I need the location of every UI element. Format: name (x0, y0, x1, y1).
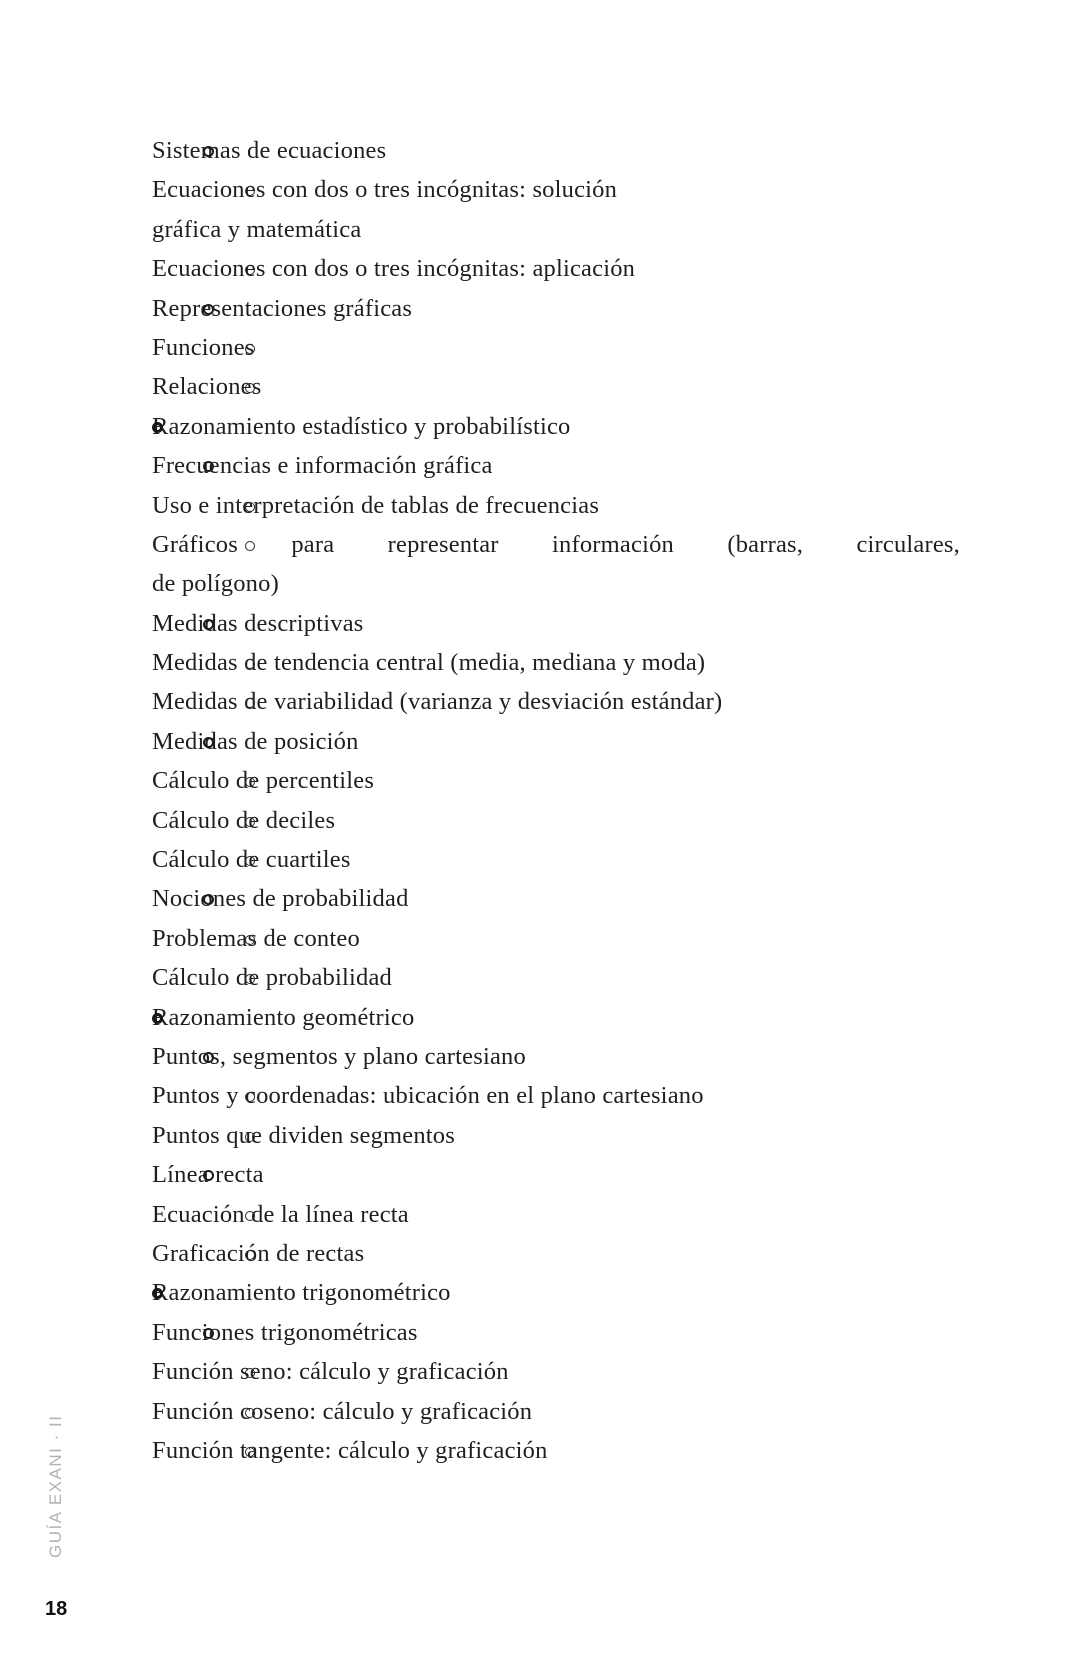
list-item-line: Razonamiento estadístico y probabilístico (152, 412, 571, 440)
bullet-icon (245, 1408, 255, 1418)
list-item (152, 446, 960, 485)
bullet-icon (245, 1132, 255, 1142)
list-item (152, 682, 960, 721)
list-item (152, 131, 960, 170)
list-item-line: Gráficos para representar información (barras, circulares, (152, 530, 960, 558)
list-item-text (152, 407, 960, 446)
list-item (152, 840, 960, 879)
list-item (152, 604, 960, 643)
list-item (152, 998, 960, 1037)
list-item (152, 801, 960, 840)
list-item-line: Graficación de rectas (152, 1239, 365, 1267)
list-item-line: Medidas descriptivas (152, 609, 364, 637)
list-item-line: Función seno: cálculo y graficación (152, 1358, 509, 1386)
list-item-text (152, 1431, 960, 1470)
list-item-text (152, 604, 960, 643)
list-item (152, 367, 960, 406)
bullet-icon (203, 146, 214, 157)
list-item-text (152, 1273, 960, 1312)
list-item (152, 525, 960, 604)
list-item (152, 643, 960, 682)
list-item (152, 289, 960, 328)
list-item-line: Representaciones gráficas (152, 294, 413, 322)
list-item (152, 1431, 960, 1470)
list-item (152, 1037, 960, 1076)
list-item-line: Nociones de probabilidad (152, 885, 409, 913)
list-item-text (152, 1392, 960, 1431)
list-item-line: Puntos y coordenadas: ubicación en el plano cartesiano (152, 1082, 704, 1110)
list-item-text (152, 722, 960, 761)
list-item-line: Cálculo de percentiles (152, 767, 375, 795)
list-item-line: Ecuaciones con dos o tres incógnitas: solución (152, 176, 618, 204)
list-item-line: Funciones (152, 333, 255, 361)
list-item-line: Razonamiento geométrico (152, 1003, 415, 1031)
bullet-icon (245, 344, 255, 354)
list-item-line: Cálculo de probabilidad (152, 964, 393, 992)
list-item-line: Funciones trigonométricas (152, 1318, 418, 1346)
list-item-text (152, 879, 960, 918)
bullet-icon (203, 1328, 214, 1339)
list-item-text (152, 131, 960, 170)
list-item-text (152, 249, 960, 288)
list-item-line: de polígono) (152, 570, 279, 598)
bullet-icon (203, 304, 214, 315)
list-item-line: Puntos, segmentos y plano cartesiano (152, 1042, 526, 1070)
list-item-line: Razonamiento trigonométrico (152, 1279, 451, 1307)
bullet-icon (203, 619, 214, 630)
list-item (152, 1195, 960, 1234)
list-item-text (152, 1076, 960, 1115)
list-item (152, 328, 960, 367)
list-item (152, 486, 960, 525)
bullet-icon (245, 1211, 255, 1221)
list-item-text (152, 998, 960, 1037)
bullet-icon (203, 1052, 214, 1063)
list-item-text (152, 643, 960, 682)
list-item-line: Medidas de posición (152, 727, 359, 755)
list-item-text (152, 486, 960, 525)
bullet-icon (152, 422, 163, 433)
list-item (152, 1116, 960, 1155)
list-item-line: Relaciones (152, 373, 262, 401)
list-item-line: Puntos que dividen segmentos (152, 1121, 455, 1149)
bullet-icon (245, 935, 255, 945)
list-item-line: Función tangente: cálculo y graficación (152, 1436, 548, 1464)
list-item-text (152, 1195, 960, 1234)
bullet-icon (245, 541, 255, 551)
list-item (152, 879, 960, 918)
list-item-line: Medidas de variabilidad (varianza y desviación estándar) (152, 688, 723, 716)
topic-outline-list (152, 131, 960, 1470)
list-item-line: Cálculo de deciles (152, 806, 336, 834)
bullet-icon (245, 502, 255, 512)
list-item-text (152, 525, 960, 604)
list-item-line: Cálculo de cuartiles (152, 846, 351, 874)
list-item-line: Ecuación de la línea recta (152, 1200, 409, 1228)
list-item (152, 761, 960, 800)
list-item (152, 722, 960, 761)
list-item-text (152, 446, 960, 485)
bullet-icon (203, 737, 214, 748)
list-item-text (152, 682, 960, 721)
bullet-icon (245, 856, 255, 866)
list-item-text (152, 170, 960, 249)
bullet-icon (152, 1013, 163, 1024)
list-item-text (152, 801, 960, 840)
guide-edition-side-label: GUÍA EXANI · II (46, 1414, 65, 1558)
list-item-text (152, 367, 960, 406)
list-item-text (152, 958, 960, 997)
list-item-text (152, 328, 960, 367)
list-item (152, 1352, 960, 1391)
list-item-text (152, 1352, 960, 1391)
list-item-line: Función coseno: cálculo y graficación (152, 1397, 533, 1425)
list-item-text (152, 1313, 960, 1352)
bullet-icon (245, 1250, 255, 1260)
list-item-text (152, 1234, 960, 1273)
list-item (152, 170, 960, 249)
list-item-text (152, 761, 960, 800)
list-item-text (152, 919, 960, 958)
list-item-line: Medidas de tendencia central (media, mediana y moda) (152, 649, 706, 677)
list-item-text (152, 1037, 960, 1076)
list-item (152, 407, 960, 446)
list-item-text (152, 289, 960, 328)
list-item (152, 1313, 960, 1352)
bullet-icon (245, 817, 255, 827)
list-item (152, 958, 960, 997)
list-item (152, 1076, 960, 1115)
list-item-line: Ecuaciones con dos o tres incógnitas: aplicación (152, 255, 636, 283)
bullet-icon (245, 1447, 255, 1457)
list-item (152, 1234, 960, 1273)
list-item-line: Línea recta (152, 1161, 264, 1189)
list-item (152, 1155, 960, 1194)
page-number: 18 (45, 1598, 68, 1620)
list-item-line: Frecuencias e información gráfica (152, 452, 493, 480)
list-item (152, 919, 960, 958)
list-item-line: Sistemas de ecuaciones (152, 137, 387, 164)
list-item-line: Uso e interpretación de tablas de frecuencias (152, 491, 600, 519)
list-item (152, 1392, 960, 1431)
list-item (152, 249, 960, 288)
list-item-line: gráfica y matemática (152, 215, 362, 243)
list-item-line: Problemas de conteo (152, 924, 360, 952)
list-item-text (152, 1116, 960, 1155)
list-item-text (152, 1155, 960, 1194)
list-item (152, 1273, 960, 1312)
list-item-text (152, 840, 960, 879)
